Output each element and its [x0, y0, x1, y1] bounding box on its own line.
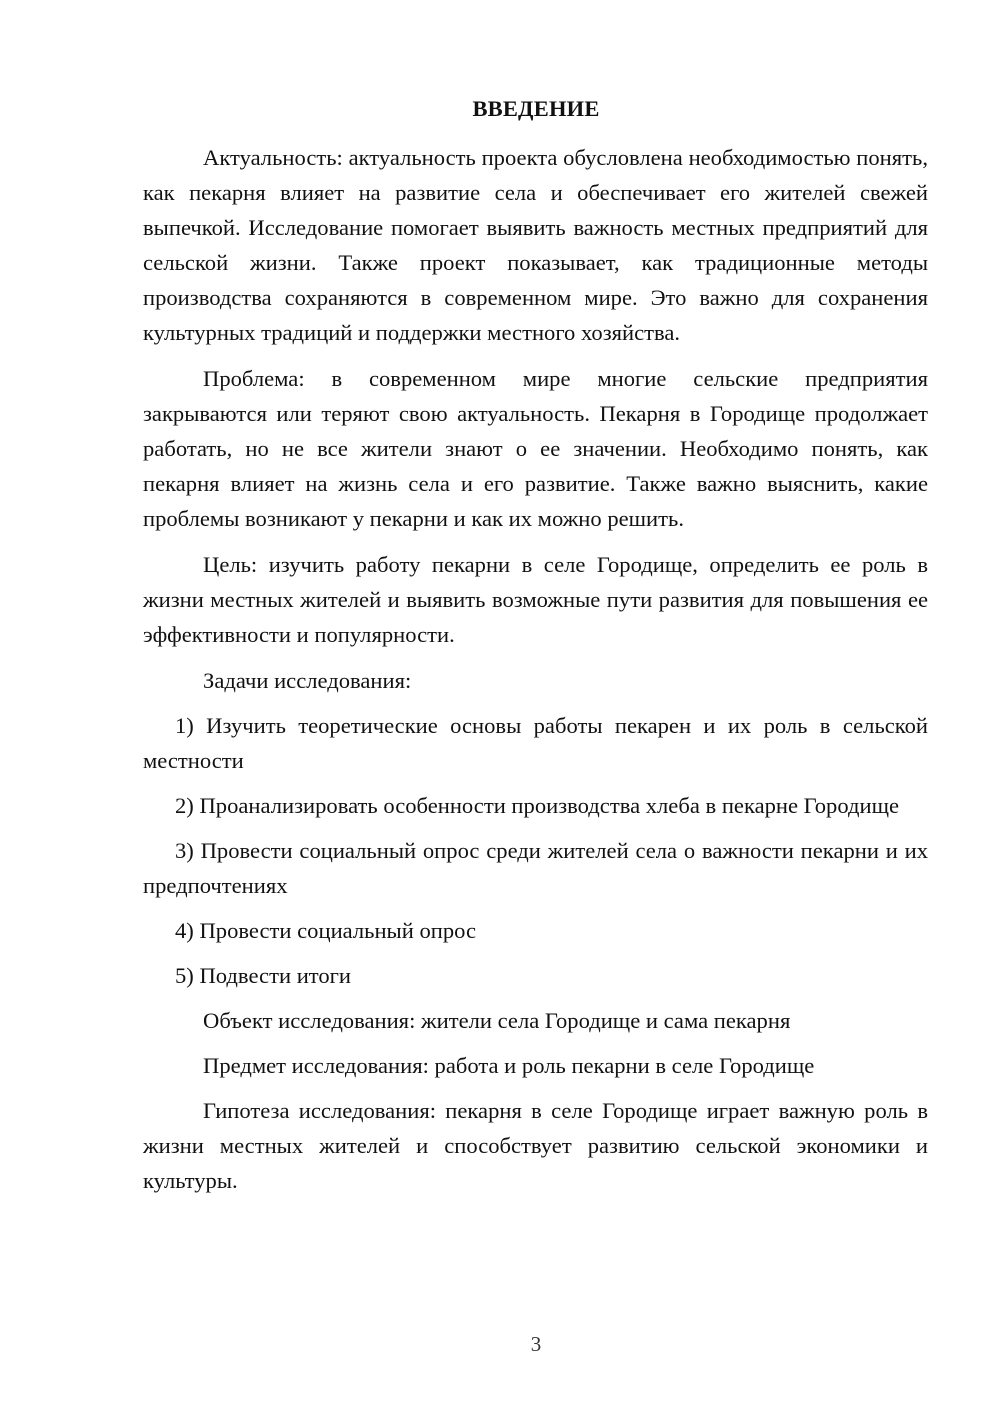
page-title: ВВЕДЕНИЕ	[472, 96, 600, 121]
paragraph-tasks-heading: Задачи исследования:	[203, 668, 412, 693]
page-number: 3	[530, 1332, 542, 1356]
list-item-task-4: 4) Провести социальный опрос	[175, 918, 477, 943]
document-body	[143, 140, 928, 1198]
list-item-task-1: 1) Изучить теоретические основы работы пекарен и их роль в сельской местности	[143, 713, 928, 773]
list-item-task-2: 2) Проанализировать особенности производства хлеба в пекарне Городище	[175, 793, 900, 818]
paragraph-problem: Проблема: в современном мире многие сельские предприятия закрываются или теряют свою актуальность. Пекарня в Городище продолжает работать, но не все жители знают о ее значении. Необходимо понять, как пекарня влияет на жизнь села и его развитие. Также важно выяснить, какие проблемы возникают у пекарни и как их можно решить.	[143, 366, 928, 531]
paragraph-hypothesis: Гипотеза исследования: пекарня в селе Городище играет важную роль в жизни местных жителей и способствует развитию сельской экономики и культуры.	[143, 1098, 928, 1193]
list-item-task-3: 3) Провести социальный опрос среди жителей села о важности пекарни и их предпочтениях	[143, 838, 928, 898]
paragraph-object: Объект исследования: жители села Городище и сама пекарня	[203, 1008, 791, 1033]
list-item-task-5: 5) Подвести итоги	[175, 963, 352, 988]
paragraph-subject: Предмет исследования: работа и роль пекарни в селе Городище	[203, 1053, 815, 1078]
paragraph-goal: Цель: изучить работу пекарни в селе Городище, определить ее роль в жизни местных жителей и выявить возможные пути развития для повышения ее эффективности и популярности.	[143, 552, 928, 647]
paragraph-relevance: Актуальность: актуальность проекта обусловлена необходимостью понять, как пекарня влияет на развитие села и обеспечивает его жителей свежей выпечкой. Исследование помогает выявить важность местных предприятий для сельской жизни. Также проект показывает, как традиционные методы производства сохраняются в современном мире. Это важно для сохранения культурных традиций и поддержки местного хозяйства.	[143, 145, 928, 345]
